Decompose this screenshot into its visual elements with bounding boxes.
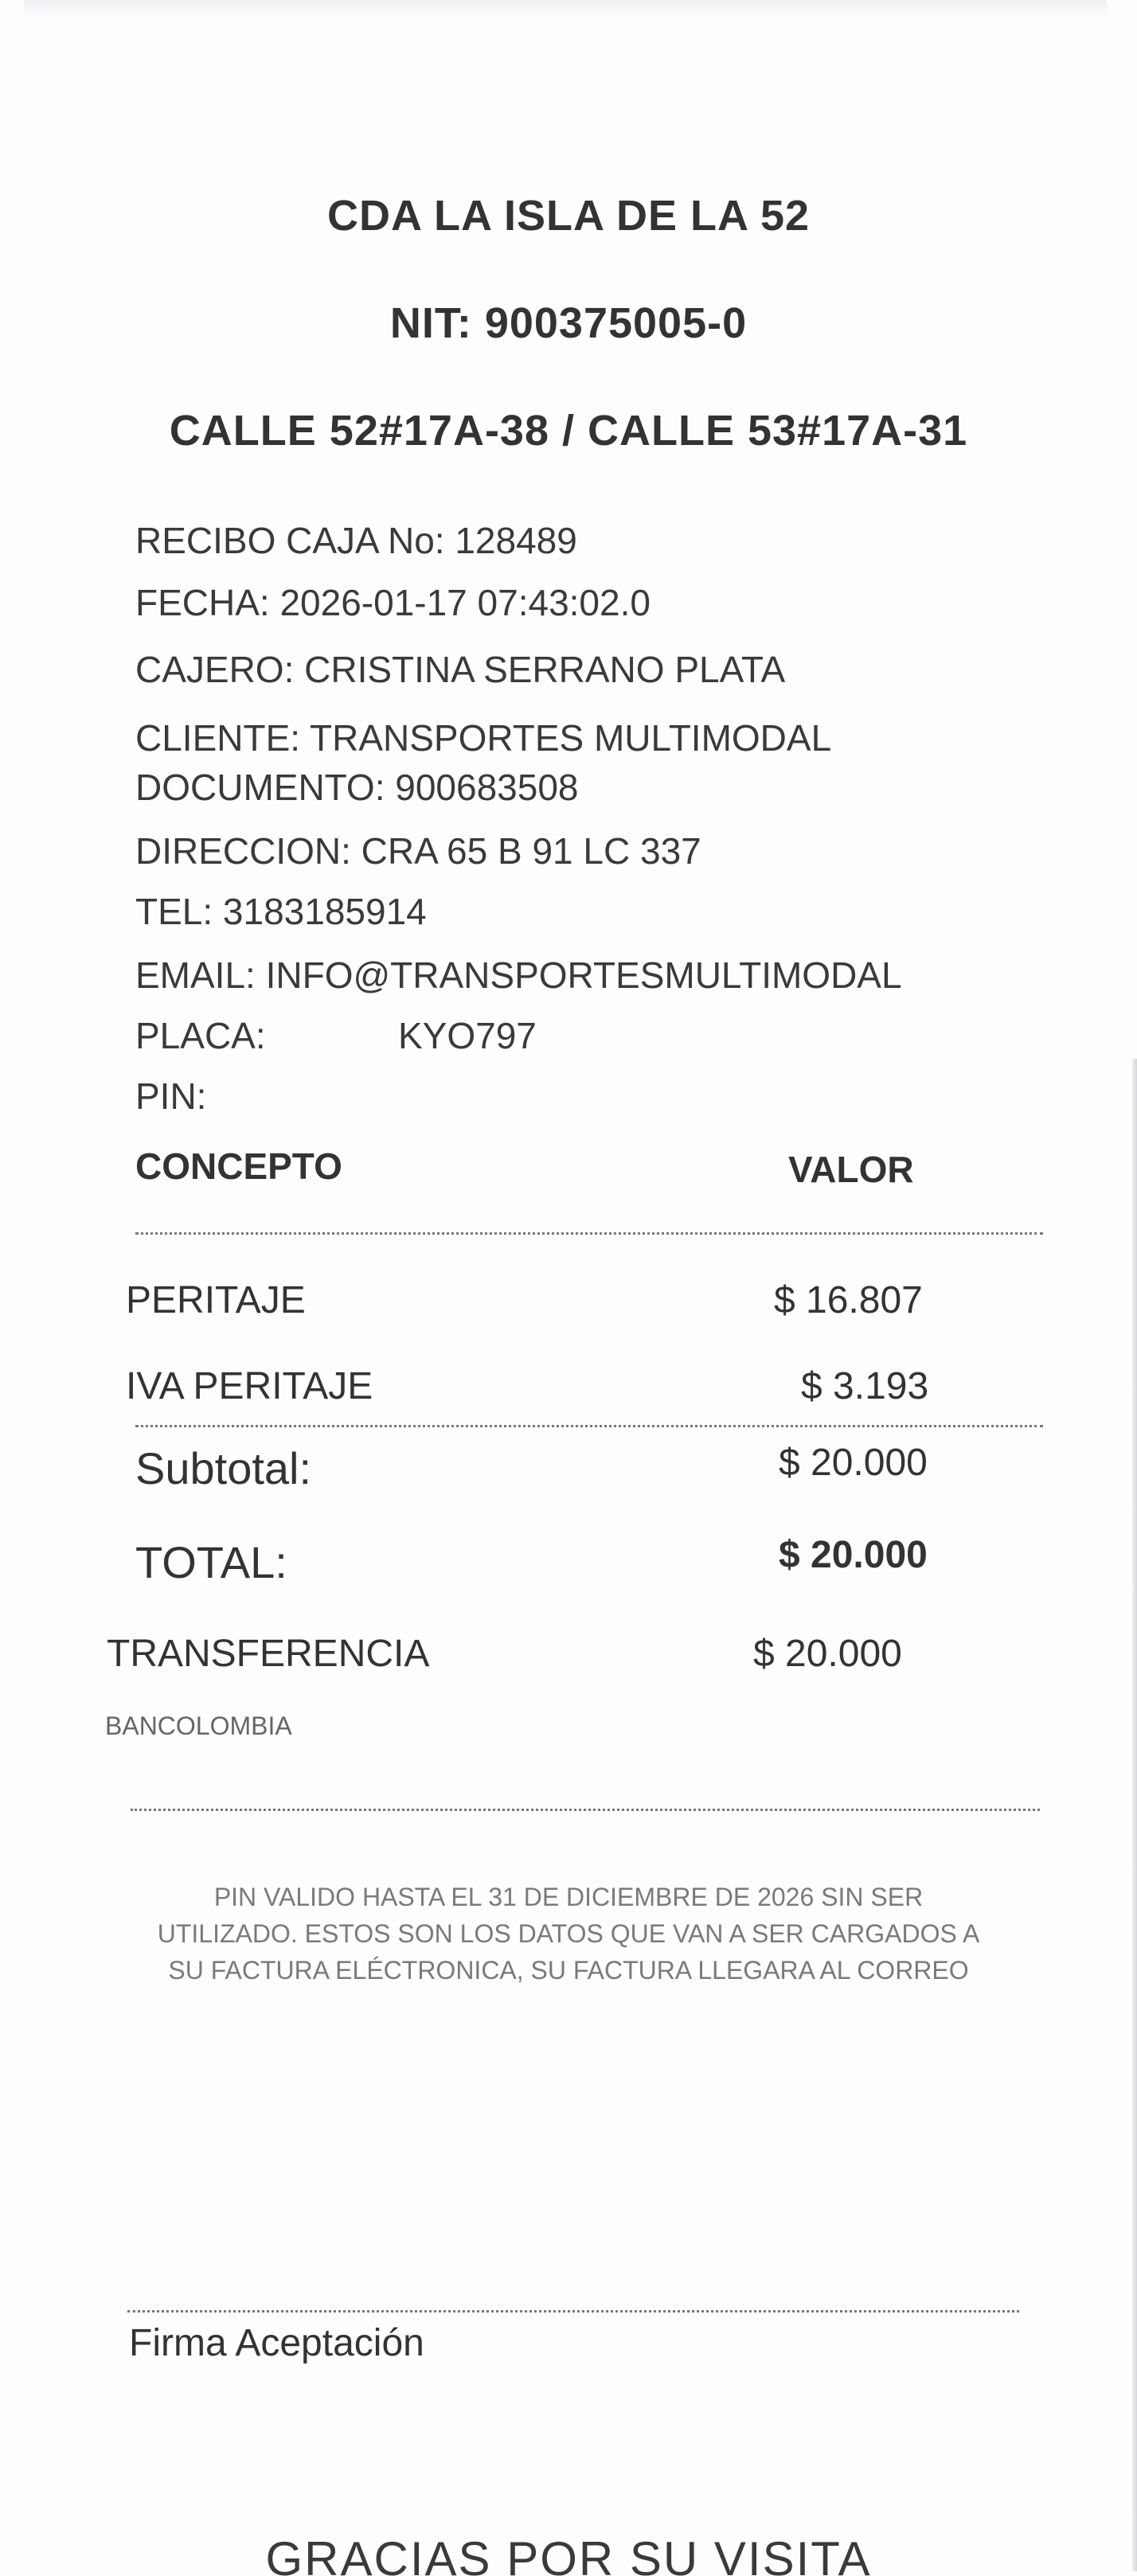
total-label: TOTAL: [135, 1537, 287, 1587]
column-header-value: VALOR [788, 1149, 914, 1190]
column-header-concept: CONCEPTO [135, 1146, 342, 1187]
client-phone: TEL: 3183185914 [135, 891, 427, 932]
cashier-name: CAJERO: CRISTINA SERRANO PLATA [135, 649, 786, 690]
signature-line [127, 2310, 1019, 2313]
divider-line [135, 1425, 1043, 1427]
signature-label: Firma Aceptación [129, 2322, 424, 2364]
pin-notice: PIN VALIDO HASTA EL 31 DE DICIEMBRE DE 2026 SIN SER UTILIZADO. ESTOS SON LOS DATOS QUE VAN A SER CARGADOS A SU FACTURA ELÉCTRONICA, SU FACTURA LLEGARA AL CORREO [157, 1883, 980, 1985]
thank-you-message: GRACIAS POR SU VISITA [265, 2532, 872, 2576]
company-address: CALLE 52#17A-38 / CALLE 53#17A-31 [169, 407, 968, 455]
payment-amount: $ 20.000 [753, 1633, 902, 1675]
client-document: DOCUMENTO: 900683508 [135, 767, 579, 808]
client-address: DIRECCION: CRA 65 B 91 LC 337 [135, 830, 701, 872]
plate-value: KYO797 [398, 1015, 537, 1056]
client-name: CLIENTE: TRANSPORTES MULTIMODAL [135, 717, 832, 759]
bank-name: BANCOLOMBIA [105, 1711, 292, 1740]
company-nit: NIT: 900375005-0 [389, 299, 748, 347]
pin-label: PIN: [135, 1075, 207, 1117]
total-value: $ 20.000 [779, 1534, 928, 1576]
client-email: EMAIL: INFO@TRANSPORTESMULTIMODAL [135, 954, 902, 996]
payment-method: TRANSFERENCIA [107, 1633, 430, 1675]
top-edge-shadow [24, 0, 1107, 18]
receipt-date: FECHA: 2026-01-17 07:43:02.0 [135, 582, 651, 623]
divider-line [135, 1232, 1043, 1235]
item-value-peritaje: $ 16.807 [774, 1279, 923, 1321]
subtotal-label: Subtotal: [135, 1443, 312, 1493]
receipt-number: RECIBO CAJA No: 128489 [135, 520, 577, 561]
item-concept-iva: IVA PERITAJE [126, 1365, 373, 1407]
paper-edge-shadow [1132, 1059, 1137, 2571]
item-value-iva: $ 3.193 [801, 1365, 929, 1407]
company-name: CDA LA ISLA DE LA 52 [326, 192, 811, 240]
subtotal-value: $ 20.000 [779, 1442, 928, 1484]
plate-label: PLACA: [135, 1015, 266, 1056]
item-concept-peritaje: PERITAJE [126, 1279, 306, 1321]
divider-line [131, 1809, 1040, 1811]
